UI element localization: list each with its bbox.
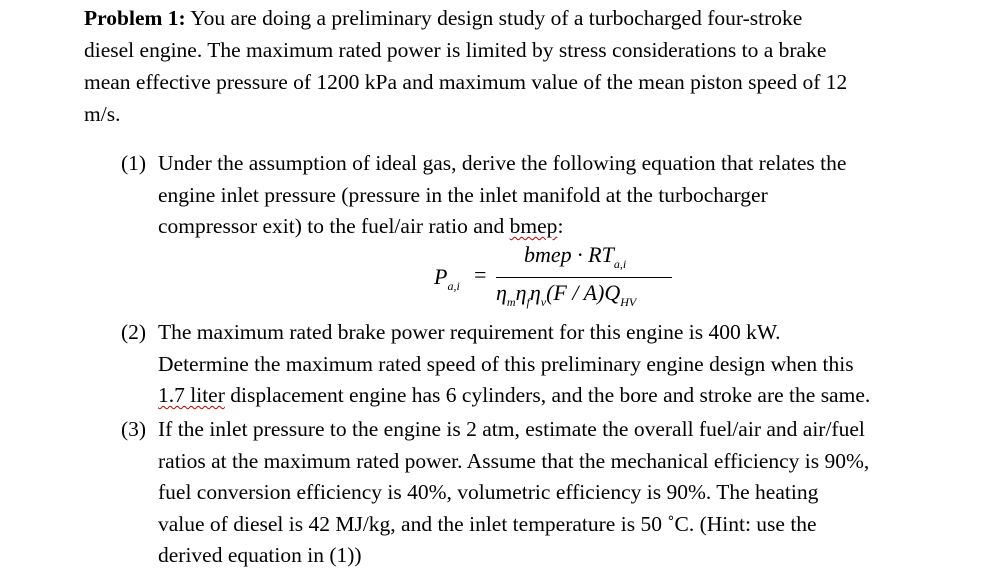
part-1-line-2: engine inlet pressure (pressure in the inlet manifold at the turbocharger <box>158 182 768 207</box>
equation-lhs: $P_{a,i}$ <box>434 264 460 293</box>
part-1-text <box>158 148 846 243</box>
fraction-bar <box>496 277 672 278</box>
part-3-text <box>158 414 869 572</box>
part-2-text <box>158 317 870 412</box>
spellcheck-word-bmep[interactable]: bmep <box>509 214 558 238</box>
part-3-number: (3) <box>121 417 147 441</box>
part-3-line-1: If the inlet pressure to the engine is 2 atm, estimate the overall fuel/air and air/fuel <box>158 417 865 441</box>
spellcheck-word-liter[interactable]: 1.7 liter <box>158 383 225 407</box>
problem-heading: Problem 1 <box>84 6 179 30</box>
part-2-line-1: The maximum rated brake power requirement for this engine is 400 kW. <box>158 320 781 344</box>
part-1-line-1: Under the assumption of ideal gas, derive the following equation that relates the <box>158 151 847 175</box>
part-3-line-3: fuel conversion efficiency is 40%, volumetric efficiency is 90%. The heating <box>158 480 819 504</box>
part-3-line-5: derived equation in (1)) <box>158 543 362 567</box>
part-3-line-4: value of diesel is 42 MJ/kg, and the inlet temperature is 50 ˚C. (Hint: use the <box>158 511 817 536</box>
problem-line-3: mean effective pressure of 1200 kPa and maximum value of the mean piston speed of 12 <box>84 70 848 94</box>
equation-equals: = <box>474 262 487 287</box>
part-3-line-2: ratios at the maximum rated power. Assume that the mechanical efficiency is 90%, <box>158 448 870 473</box>
part-2-line-3: 1.7 liter displacement engine has 6 cylinders, and the bore and stroke are the same. <box>158 383 871 407</box>
problem-text-1: You are doing a preliminary design study of a turbocharged four-stroke <box>190 6 803 30</box>
problem-statement <box>84 2 964 130</box>
inlet-pressure-equation <box>434 236 674 312</box>
problem-line-1: Problem 1: You are doing a preliminary design study of a turbocharged four-stroke <box>84 6 803 30</box>
problem-line-4: m/s. <box>84 102 121 126</box>
part-2-line-2: Determine the maximum rated speed of this preliminary engine design when this <box>158 351 854 376</box>
problem-line-2: diesel engine. The maximum rated power is limited by stress considerations to a brake <box>84 38 827 62</box>
part-1-number: (1) <box>121 151 147 175</box>
part-2-number: (2) <box>121 320 147 344</box>
equation-denominator: $\eta_m\eta_f\eta_v(F / A)Q_{HV}$ <box>496 280 637 309</box>
part-1-line-3: compressor exit) to the fuel/air ratio and bmep: <box>158 214 564 238</box>
equation-numerator: bmep · $RT_{a,i}$ <box>524 242 627 271</box>
